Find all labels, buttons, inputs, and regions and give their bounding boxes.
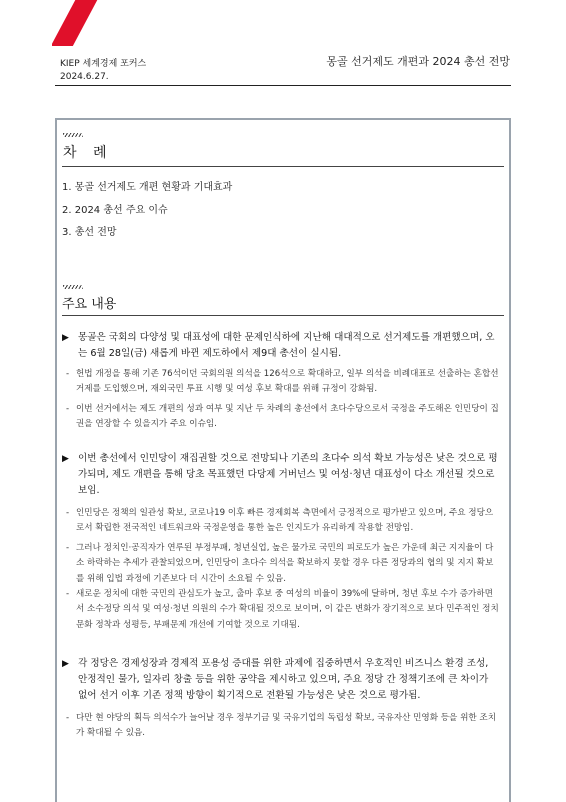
key-point-text: 각 정당은 경제성장과 경제적 포용성 증대를 위한 과제에 집중하면서 우호적인 비즈니스 환경 조성, 안정적인 물가, 일자리 창출 등을 위한 공약을 제시하고 있으며, 주요 정당 간 정책기조에 큰 차이가 없어 선거 이후 기존 정책 방향이 획기적으로 전환될 가능성은 낮은 것으로 평가됨. — [78, 658, 489, 701]
publication-date: 2024.6.27. — [60, 72, 109, 82]
triangle-bullet-icon: ▶ — [62, 659, 69, 669]
toc-divider — [62, 166, 504, 167]
toc-item-2: 2. 2024 총선 주요 이슈 — [62, 205, 168, 216]
sub-point: - 그러나 정치인·공직자가 연루된 부정부패, 청년실업, 높은 물가로 국민의 피로도가 높은 가운데 최근 지지율이 다소 하락하는 추세가 관찰되었으며, 인민당이 초다수 의석을 확보하지 못할 경우 다른 정당과의 협의 및 지지 확보를 위해 입법 과정에 기존보다 더 시간이 소요될 수 있음. — [66, 543, 494, 584]
key-point-3 — [62, 656, 500, 704]
publisher-label: KIEP 세계경제 포커스 — [60, 59, 147, 69]
main-hatch-mark — [63, 285, 83, 289]
logo-red-stripe — [52, 0, 98, 46]
toc-hatch-mark — [63, 133, 83, 137]
sub-point: - 헌법 개정을 통해 기존 76석이던 국회의원 의석을 126석으로 확대하고, 일부 의석을 비례대표로 선출하는 혼합선거제를 도입했으며, 재외국민 투표 시행 및 여성 후보 확대를 위해 규정이 강화됨. — [66, 369, 499, 395]
main-divider — [62, 315, 504, 316]
header-left — [60, 58, 146, 84]
header-divider — [55, 85, 511, 86]
key-point-text: 이번 총선에서 인민당이 재집권할 것으로 전망되나 기존의 초다수 의석 확보 가능성은 낮은 것으로 평가되며, 제도 개편을 통해 당초 목표했던 다당제 거버넌스 및 여성·청년 대표성이 다소 개선될 것으로 보임. — [78, 453, 498, 496]
key-point-2 — [62, 451, 500, 499]
document-title: 몽골 선거제도 개편과 2024 총선 전망 — [326, 55, 510, 68]
sub-point: - 이번 선거에서는 제도 개편의 성과 여부 및 지난 두 차례의 총선에서 초다수당으로서 국정을 주도해온 인민당이 집권을 연장할 수 있을지가 주요 이슈임. — [66, 404, 499, 430]
key-point-1 — [62, 330, 500, 362]
triangle-bullet-icon: ▶ — [62, 454, 69, 464]
sub-point: - 다만 현 야당의 획득 의석수가 늘어날 경우 정부기금 및 국유기업의 독립성 확보, 국유자산 민영화 등을 위한 조치가 확대될 수 있음. — [66, 713, 497, 739]
main-title: 주요 내용 — [62, 297, 117, 312]
key-point-text: 몽골은 국회의 다양성 및 대표성에 대한 문제인식하에 지난해 대대적으로 선거제도를 개편했으며, 오는 6월 28일(금) 새롭게 바뀐 제도하에서 제9대 총선이 실시됨. — [78, 332, 495, 359]
triangle-bullet-icon: ▶ — [62, 333, 69, 343]
toc-item-3: 3. 총선 전망 — [62, 227, 117, 238]
sub-point: - 새로운 정치에 대한 국민의 관심도가 높고, 출마 후보 중 여성의 비율이 39%에 달하며, 청년 후보 수가 증가하면서 소수정당 의석 및 여성·청년 의원의 수가 확대될 것으로 보이며, 이 같은 변화가 장기적으로 보다 민주적인 정치문화 정착과 성평등, 부패문제 개선에 기여할 것으로 기대됨. — [66, 589, 499, 630]
sub-point: - 인민당은 정책의 일관성 확보, 코로나19 이후 빠른 경제회복 측면에서 긍정적으로 평가받고 있으며, 주요 정당으로서 확립한 전국적인 네트워크와 국정운영을 통한 높은 인지도가 유리하게 작용할 전망임. — [66, 508, 494, 534]
toc-title: 차 례 — [63, 145, 113, 161]
toc-item-1: 1. 몽골 선거제도 개편 현황과 기대효과 — [62, 182, 233, 193]
